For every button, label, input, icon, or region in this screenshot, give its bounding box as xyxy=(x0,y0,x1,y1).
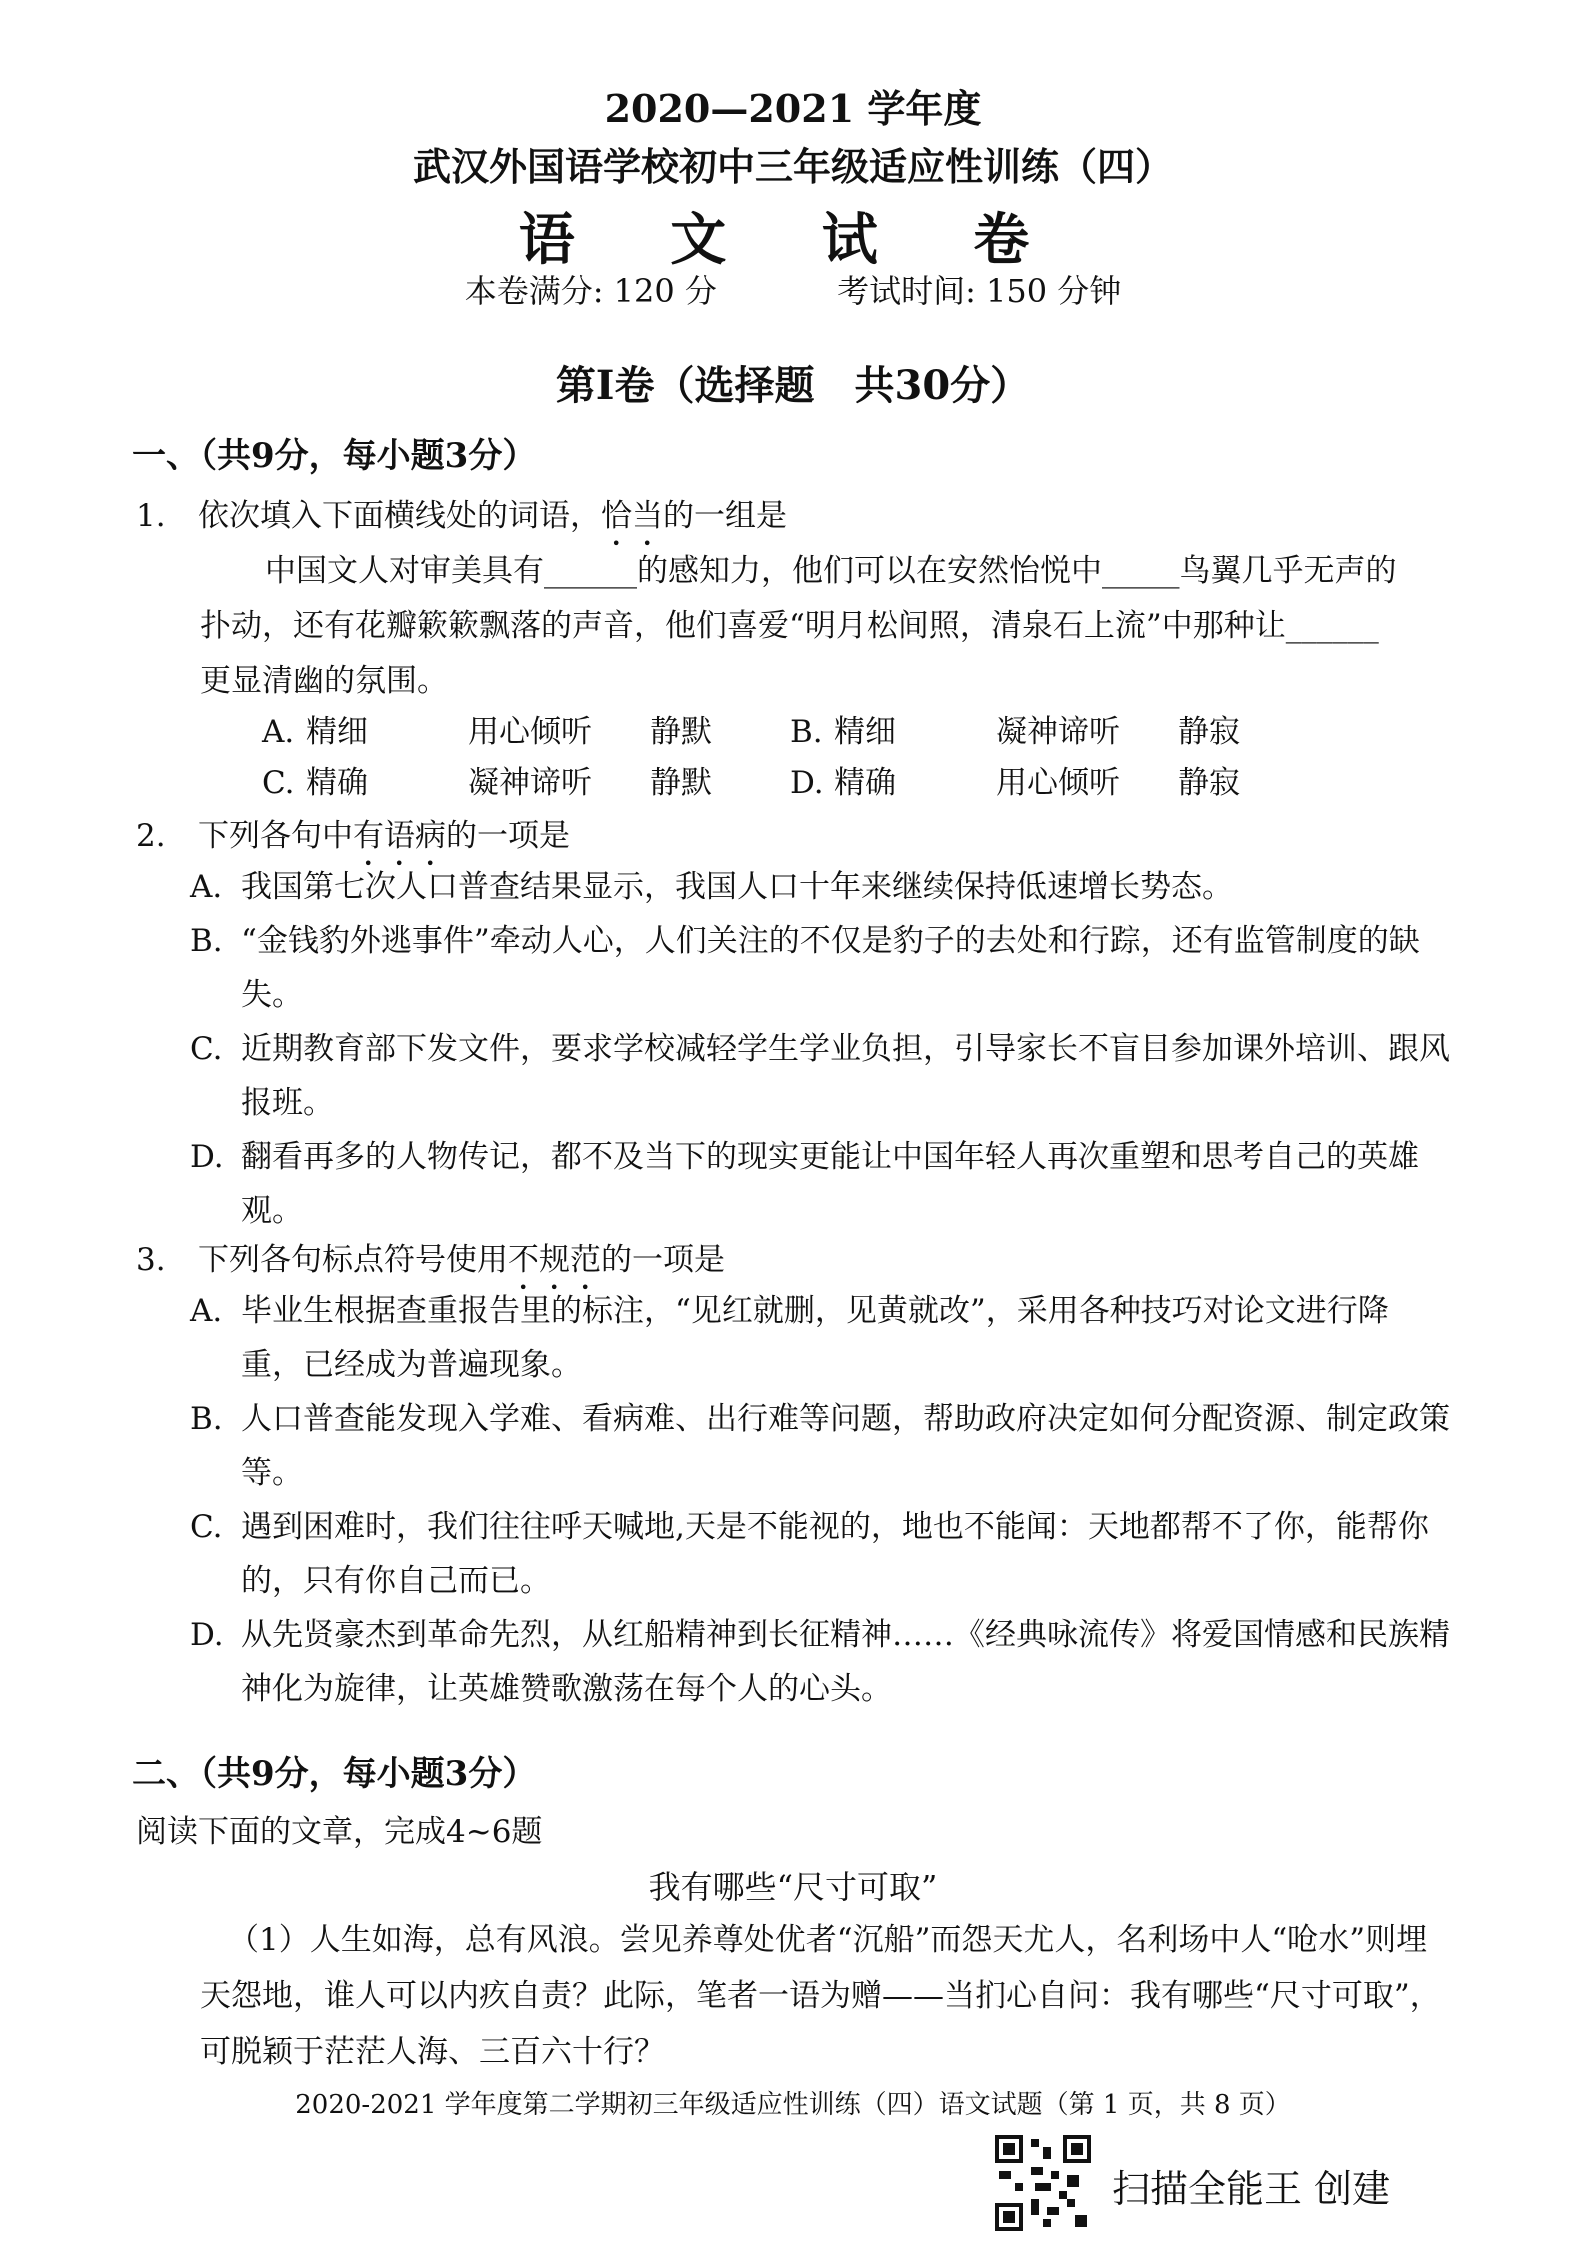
option-text: “金钱豹外逃事件”牵动人心，人们关注的不仅是豹子的去处和行踪，还有监管制度的缺失。 xyxy=(241,923,1420,1013)
option-b xyxy=(790,706,1292,751)
option-text: 我国第七次人口普查结果显示，我国人口十年来继续保持低速增长势态。 xyxy=(241,869,1233,905)
section-2-instruction: 阅读下面的文章，完成4~6题 xyxy=(136,1814,543,1850)
option-word: 静默 xyxy=(650,765,712,801)
question-1-passage-line: 更显清幽的氛围。 xyxy=(200,663,448,699)
question-number: 3. xyxy=(136,1242,166,1278)
option-c xyxy=(262,757,764,802)
option-label: B. xyxy=(190,923,223,959)
article-paragraph: （1）人生如海，总有风浪。尝见养尊处优者“沉船”而怨天尤人，名利场中人“呛水”则埋天怨地，谁人可以内疚自责？此际，笔者一语为赠——当扪心自问：我有哪些“尺寸可取”，可脱颖于茫茫人海、三百六十行？ xyxy=(200,1922,1441,2070)
option-word: 精细 xyxy=(306,714,368,750)
option-word: 精确 xyxy=(306,765,368,801)
option-d xyxy=(790,757,1292,802)
section-2-title: 二、（共9分，每小题3分） xyxy=(132,1754,537,1794)
question-3-option xyxy=(190,1500,1450,1608)
question-3-option xyxy=(190,1284,1450,1392)
option-text: 翻看再多的人物传记，都不及当下的现实更能让中国年轻人再次重塑和思考自己的英雄观。 xyxy=(241,1139,1419,1229)
stem-emphasis: 有语病 xyxy=(353,818,446,854)
option-label: C. xyxy=(190,1509,223,1545)
question-2-option xyxy=(190,1130,1450,1238)
exam-year: 2020—2021 学年度 xyxy=(604,86,982,131)
option-word: 静默 xyxy=(650,714,712,750)
option-label: A. xyxy=(190,1293,223,1329)
option-text: 毕业生根据查重报告里的标注，“见红就删，见黄就改”，采用各种技巧对论文进行降重，已经成为普遍现象。 xyxy=(241,1293,1389,1383)
option-word: 精确 xyxy=(834,765,896,801)
option-word: 凝神谛听 xyxy=(468,765,592,801)
option-word: 凝神谛听 xyxy=(996,714,1120,750)
option-text: 遇到困难时，我们往往呼天喊地,天是不能视的，地也不能闻：天地都帮不了你，能帮你的，只有你自己而已。 xyxy=(241,1509,1429,1599)
option-label: B. xyxy=(790,714,823,750)
scanner-watermark: 扫描全能王 创建 xyxy=(1112,2167,1391,2211)
stem-emphasis: 不规范 xyxy=(508,1242,601,1278)
option-label: D. xyxy=(190,1139,224,1175)
option-label: B. xyxy=(190,1401,223,1437)
option-word: 静寂 xyxy=(1178,765,1240,801)
page-footer: 2020-2021 学年度第二学期初三年级适应性训练（四）语文试题（第 1 页，共 8 页） xyxy=(295,2090,1291,2120)
question-1-passage-line: 中国文人对审美具有______的感知力，他们可以在安然怡悦中_____鸟翼几乎无声的 xyxy=(265,553,1397,589)
option-label: C. xyxy=(262,765,295,801)
option-text: 人口普查能发现入学难、看病难、出行难等问题，帮助政府决定如何分配资源、制定政策等。 xyxy=(241,1401,1450,1491)
exam-duration: 考试时间: 150 分钟 xyxy=(837,272,1122,310)
question-number: 2. xyxy=(136,818,166,854)
question-2-option xyxy=(190,860,1450,914)
option-label: D. xyxy=(790,765,824,801)
question-2-option xyxy=(190,914,1450,1022)
qr-code-icon xyxy=(995,2135,1091,2231)
question-3-option xyxy=(190,1608,1450,1716)
option-a xyxy=(262,706,764,751)
option-text: 近期教育部下发文件，要求学校减轻学生学业负担，引导家长不盲目参加课外培训、跟风报班。 xyxy=(241,1031,1450,1121)
full-score: 本卷满分: 120 分 xyxy=(464,272,717,310)
stem-text: 依次填入下面横线处的词语， xyxy=(198,498,601,534)
stem-text: 下列各句中 xyxy=(198,818,353,854)
stem-text: 的一项是 xyxy=(446,818,570,854)
stem-text: 的一组是 xyxy=(663,498,787,534)
stem-emphasis: 恰当 xyxy=(601,498,663,534)
option-word: 用心倾听 xyxy=(468,714,592,750)
question-3-option xyxy=(190,1392,1450,1500)
question-number: 1. xyxy=(136,498,166,534)
option-label: A. xyxy=(262,714,295,750)
article-title: 我有哪些“尺寸可取” xyxy=(648,1868,938,1906)
question-2-option xyxy=(190,1022,1450,1130)
option-word: 用心倾听 xyxy=(996,765,1120,801)
option-label: C. xyxy=(190,1031,223,1067)
stem-text: 下列各句标点符号使用 xyxy=(198,1242,508,1278)
option-word: 静寂 xyxy=(1178,714,1240,750)
exam-subject-title: 语 文 试 卷 xyxy=(518,207,1068,273)
option-text: 从先贤豪杰到革命先烈，从红船精神到长征精神……《经典咏流传》将爱国情感和民族精神化为旋律，让英雄赞歌激荡在每个人的心头。 xyxy=(241,1617,1450,1707)
option-word: 精细 xyxy=(834,714,896,750)
option-label: D. xyxy=(190,1617,224,1653)
exam-school-title: 武汉外国语学校初中三年级适应性训练（四） xyxy=(412,144,1173,189)
question-1-passage-line: 扑动，还有花瓣簌簌飘落的声音，他们喜爱“明月松间照，清泉石上流”中那种让______ xyxy=(200,608,1379,644)
volume-title: 第Ⅰ卷（选择题 共30分） xyxy=(555,362,1031,409)
exam-meta xyxy=(0,266,1586,312)
stem-text: 的一项是 xyxy=(601,1242,725,1278)
section-1-title: 一、（共9分，每小题3分） xyxy=(132,436,537,476)
option-label: A. xyxy=(190,869,223,905)
